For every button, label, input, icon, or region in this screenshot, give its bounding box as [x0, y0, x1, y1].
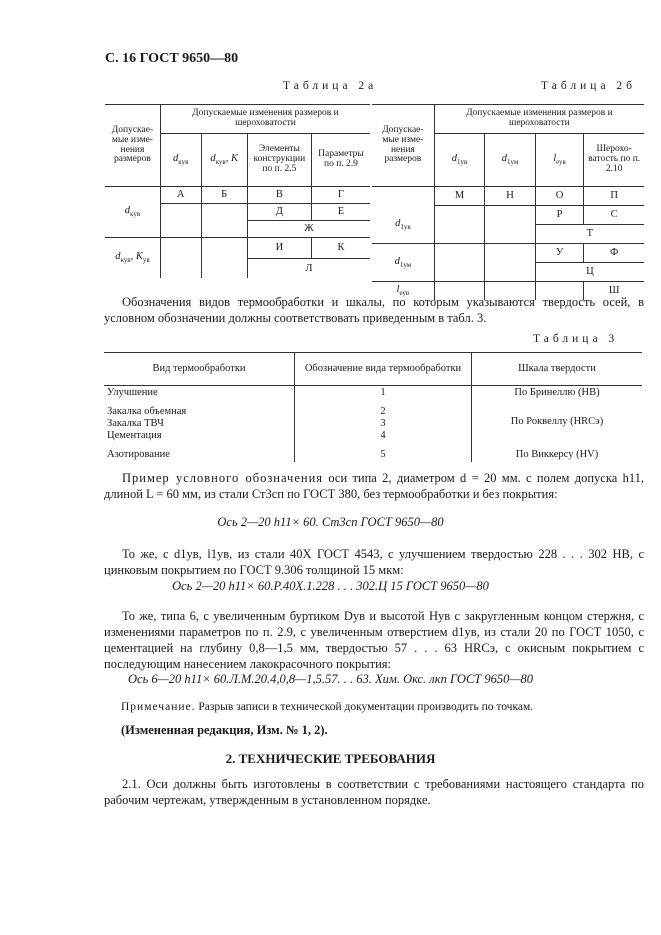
- t2b-letter-o: О: [535, 187, 584, 206]
- t3-r1-kind: Улучшение: [104, 386, 295, 401]
- t3-r2-kind-1: Закалка объемная: [107, 406, 187, 418]
- t2b-group-header: Допускаемые изменения размеров и шероховатости: [434, 105, 644, 134]
- section-title: 2. ТЕХНИЧЕСКИЕ ТРЕБОВАНИЯ: [225, 751, 436, 766]
- note-lead: Примечание.: [121, 701, 196, 713]
- edition-note: (Измененная редакция, Изм. № 1, 2).: [121, 723, 328, 737]
- t3-r1-scale: По Бринеллю (HB): [514, 387, 600, 398]
- t3-r2-code-2: 3: [380, 418, 386, 430]
- t3-r2-kind-2: Закалка ТВЧ: [107, 418, 164, 430]
- note: [121, 701, 533, 713]
- t2b-h-d1uv: $d_{1ув}$: [434, 134, 485, 187]
- t2b-row1-label: $d_{1ув}$: [372, 206, 434, 244]
- table-2b: [372, 104, 644, 300]
- t2b-row2-label: $d_{1ум}$: [372, 244, 434, 282]
- t2b-cell-sh: Ш: [608, 285, 620, 297]
- t2b-cell-s: С: [584, 206, 644, 225]
- t2a-letter-v: В: [247, 187, 311, 204]
- t2b-param-header: Допускае-мые изме-нения размеров: [372, 105, 434, 187]
- t3-r2-code-1: 2: [380, 406, 386, 418]
- example3: То же, типа 6, с увеличенным буртиком Dув и высотой Hув с закругленным концом стержня, с изменениями параметров по п. 2.9, с увеличенным отверстием d1ув, из стали 20 по ГОСТ 1050, с цементацией на глубину 0,8—1,5 мм, твердостью 57 . . . 63 HRCэ, с окисным покрытием с последующим нанесением лакокрасочного покрытия:: [104, 609, 644, 671]
- t2a-param-header: Допускае-мые изме-нения размеров: [105, 105, 160, 187]
- t2a-group-header: Допускаемые изменения размеров и шероховатости: [160, 105, 370, 134]
- t2a-cell-k: К: [311, 238, 370, 259]
- t2a-cell-l: Л: [305, 262, 313, 274]
- t2b-h-d1um: $d_{1ум}$: [485, 134, 536, 187]
- table-3-caption: Таблица 3: [533, 333, 619, 345]
- t3-r3-kind: Азотирование: [104, 443, 295, 462]
- t3-h-code: Обозначение вида термообработки: [295, 353, 472, 386]
- example1: [104, 470, 644, 502]
- t2b-letter-n: Н: [485, 187, 536, 206]
- t3-h-scale: Шкала твердости: [518, 362, 596, 374]
- t2b-cell-r: Р: [535, 206, 584, 225]
- t2a-cell-e: Е: [311, 204, 370, 221]
- t2a-h-dkuv: $d_{кув}$: [160, 134, 201, 187]
- note-text: Разрыв записи в технической документации производить по точкам.: [195, 701, 534, 713]
- t3-r2-scale: По Роквеллу (HRCэ): [510, 415, 604, 427]
- t2a-h-params: Параметры по п. 2.9: [318, 149, 364, 169]
- t2a-h-elements: Элементы конструкции по п. 2.5: [247, 134, 311, 187]
- t2b-cell-f: Ф: [584, 244, 644, 263]
- t3-r3-code: 5: [295, 443, 472, 462]
- example1-lead: Пример условного обозначения: [122, 471, 324, 485]
- t3-r2-kind-3: Цементация: [107, 430, 162, 442]
- example1-text: оси типа 2, диаметром d = 20 мм. с полем допуска h11, длиной L = 60 мм, из стали Ст3сп по ГОСТ 380, без термообработки и без покрытия:: [104, 471, 644, 501]
- t2a-letter-b: Б: [201, 187, 247, 204]
- t3-r2-code-3: 4: [380, 430, 386, 442]
- t2a-row2-label: $d_{кув}$, $K_{ув}$: [105, 238, 160, 279]
- para-designations: Обозначения видов термообработки и шкалы, по которым указываются твердость осей, в условном обозначении должны соответствовать приведенным в табл. 3.: [104, 295, 644, 325]
- t2a-cell-i: И: [247, 238, 311, 259]
- t3-r1-code: 1: [295, 386, 472, 401]
- t2b-h-luv: $l_{еув}$: [535, 134, 584, 187]
- t2b-row3-label: $l_{еув}$: [372, 282, 434, 301]
- t2a-cell-zh: Ж: [304, 223, 314, 235]
- t2b-letter-m: М: [434, 187, 485, 206]
- para-2-1: 2.1. Оси должны быть изготовлены в соответствии с требованиями настоящего стандарта по рабочим чертежам, утвержденным в установленном порядке.: [104, 777, 644, 807]
- t3-r3-scale: По Виккерсу (HV): [515, 449, 599, 461]
- page-header: С. 16 ГОСТ 9650—80: [105, 51, 239, 66]
- example2: То же, с d1ув, l1ув, из стали 40Х ГОСТ 4543, с улучшением твердостью 228 . . . 302 НВ, с цинковым покрытием по ГОСТ 9.306 толщиной 15 мкм:: [104, 547, 644, 577]
- t2a-h-dkuv-k: $d_{кув}$, K: [201, 134, 247, 187]
- formula2: Ось 2—20 h11× 60.Р.40Х.1.228 . . . 302.Ц 15 ГОСТ 9650—80: [172, 579, 489, 593]
- t2a-letter-a: А: [160, 187, 201, 204]
- t2a-letter-g: Г: [311, 187, 370, 204]
- t2b-h-rough: Шерохо-ватость по п. 2.10: [588, 144, 641, 174]
- table-2a: [105, 104, 370, 278]
- t3-h-kind: Вид термообработки: [104, 353, 295, 386]
- formula1: Ось 2—20 h11× 60. Ст3сп ГОСТ 9650—80: [217, 515, 444, 529]
- t2b-cell-ts: Ц: [586, 266, 594, 278]
- t2b-letter-p: П: [584, 187, 644, 206]
- table-2a-caption: Таблица 2а: [283, 80, 378, 92]
- formula3: Ось 6—20 h11× 60.Л.М.20.4,0,8—1,5.57. . . 63. Хим. Окс. лкп ГОСТ 9650—80: [128, 672, 533, 686]
- t2a-row1-label: $d_{кув}$: [105, 187, 160, 238]
- table-3: [104, 352, 642, 462]
- t2a-cell-d: Д: [247, 204, 311, 221]
- t2b-cell-t: Т: [586, 228, 594, 240]
- table-2b-caption: Таблица 2б: [541, 80, 637, 92]
- t2b-cell-u: У: [535, 244, 584, 263]
